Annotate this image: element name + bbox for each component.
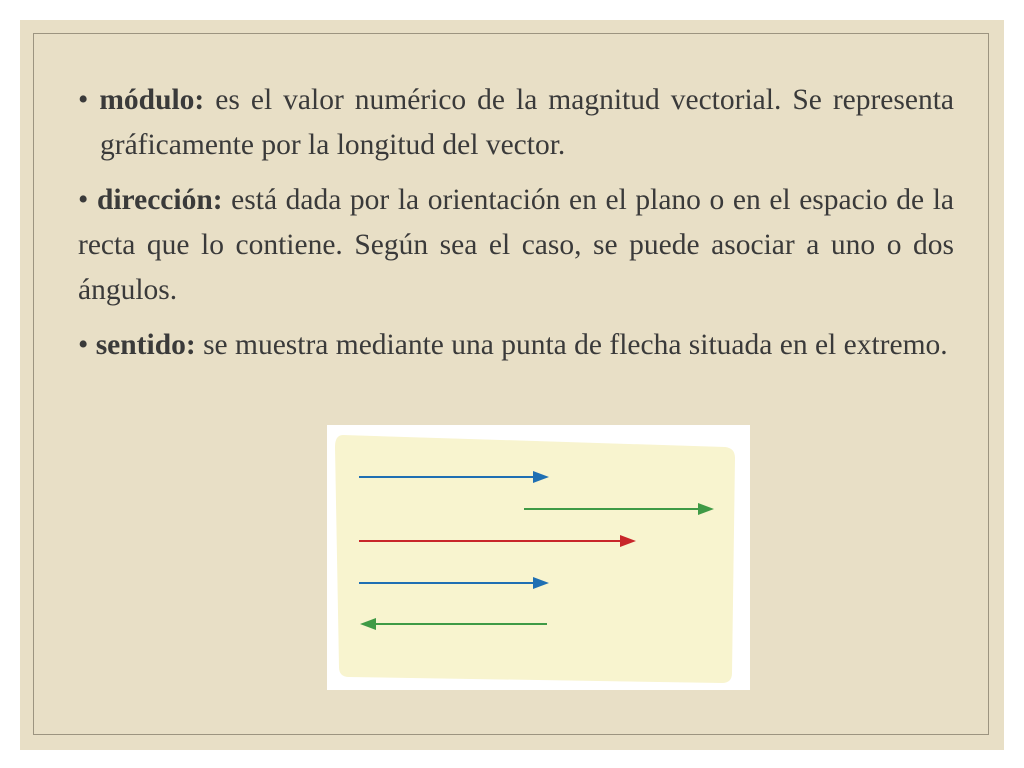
bullet-direccion: [78, 178, 954, 313]
bullet-modulo: [78, 78, 954, 168]
definition-direccion: está dada por la orientación en el plano o en el espacio de la recta que lo contiene. Según sea el caso, se puede asociar a uno o dos ángulos.: [78, 184, 955, 306]
term-modulo: módulo:: [99, 84, 205, 116]
vector-arrows-figure: [327, 425, 750, 690]
bullet-marker: •: [78, 329, 89, 361]
vector-arrows-illustration: [327, 425, 750, 690]
bullet-sentido: [78, 323, 954, 368]
bullet-marker: •: [78, 84, 89, 116]
slide: [20, 20, 1004, 750]
bullet-marker: •: [78, 184, 89, 216]
definition-sentido: se muestra mediante una punta de flecha situada en el extremo.: [203, 329, 948, 361]
definition-modulo: es el valor numérico de la magnitud vectorial. Se representa gráficamente por la longitud del vector.: [100, 84, 955, 161]
term-sentido: sentido:: [95, 329, 196, 361]
bullet-list: [78, 78, 954, 378]
term-direccion: dirección:: [96, 184, 223, 216]
